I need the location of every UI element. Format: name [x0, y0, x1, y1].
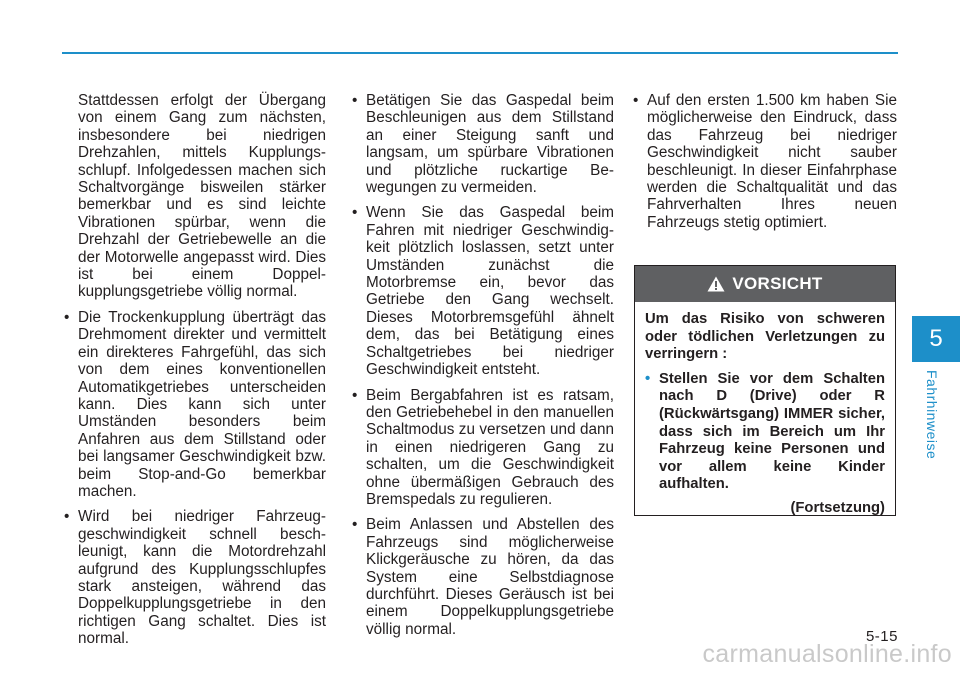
list-item: • Die Trockenkupplung überträgt das Drehmoment direkter und vermittelt ein direkteres Fahrgefühl, das sich von dem eines konventionellen Automatikgetriebes unterscheiden kann. Dies kann sich unter Umständen besonders beim Anfahren aus dem Stillstand oder bei langsamer Geschwindigkeit bzw. beim Stop-and-Go bemerkbar machen. — [64, 309, 326, 500]
text-column-1 — [76, 92, 326, 648]
intro-paragraph: Stattdessen erfolgt der Übergang von einem Gang zum nächsten, insbesondere bei niedrigen Drehzahlen, mittels Kupplungsschlupf. Infolgedessen machen sich Schaltvorgänge bisweilen stärker bemerkbar und es sind leichte Vibrationen spürbar, wenn die Drehzahl der Getriebewelle an die der Motorwelle angepasst wird. Dies ist bei einem Doppelkupplungsgetriebe völlig normal. — [78, 92, 326, 301]
caution-body — [635, 302, 895, 518]
list-item: • Auf den ersten 1.500 km haben Sie möglicherweise den Eindruck, dass das Fahrzeug bei niedriger Geschwindigkeit nicht sauber beschleunigt. In dieser Einfahrphase werden die Schaltqualität und das Fahrverhalten Ihres neuen Fahrzeugs stetig optimiert. — [633, 92, 897, 231]
list-item: • Beim Bergabfahren ist es ratsam, den Getriebehebel in den manuellen Schaltmodus zu versetzen und dann in einen niedrigeren Gang zu schalten, um die Geschwindigkeit ohne übermäßigen Gebrauch des Bremspedals zu regulieren. — [352, 387, 614, 509]
text-column-2 — [352, 92, 614, 638]
caution-box — [634, 265, 896, 516]
text-column-3 — [633, 92, 897, 231]
caution-list-item — [645, 371, 885, 494]
list-item: • Wird bei niedriger Fahrzeuggeschwindigkeit schnell beschleunigt, kann die Motordrehzahl aufgrund des Kupplungsschlupfes stark ansteigen, während das Doppelkupplungsgetriebe in den richtigen Gang schaltet. Dies ist normal. — [64, 508, 326, 647]
list-item: • Wenn Sie das Gaspedal beim Fahren mit niedriger Geschwindigkeit plötzlich loslassen, setzt unter Umständen zunächst die Motorbremse ein, bevor das Getriebe den Gang wechselt. Dieses Motorbremsgefühl ähnelt dem, das bei Betätigung eines Schaltgetriebes bei niedriger Geschwindigkeit entsteht. — [352, 204, 614, 378]
page-number: 5-15 — [865, 628, 898, 645]
list-item: • Betätigen Sie das Gaspedal beim Beschleunigen aus dem Stillstand an einer Steigung sanft und langsam, um spürbare Vibrationen und plötzliche ruckartige Bewegungen zu vermeiden. — [352, 92, 614, 196]
warning-triangle-icon — [707, 276, 725, 292]
continued-note: (Fortsetzung) — [790, 499, 885, 516]
caution-title: VORSICHT — [732, 274, 823, 293]
caution-intro: Um das Risiko von schweren oder tödlichen Verletzungen zu verringern : — [645, 311, 885, 363]
watermark: carmanualsonline.info — [702, 640, 952, 668]
caution-bullet-text: Stellen Sie vor dem Schalten nach D (Drive) oder R (Rückwärtsgang) IMMER sicher, dass sich im Bereich um Ihr Fahrzeug keine Personen und vor allem keine Kinder aufhalten. — [659, 370, 885, 493]
chapter-label: Fahrhinweise — [924, 370, 940, 460]
list-item: • Beim Anlassen und Abstellen des Fahrzeugs sind möglicherweise Klickgeräusche zu hören, da das System eine Selbstdiagnose durchführt. Dieses Geräusch ist bei einem Doppelkupplungsgetriebe völlig normal. — [352, 516, 614, 638]
caution-header — [635, 266, 895, 302]
header-rule — [62, 52, 898, 54]
bullet-dot-icon: • — [645, 370, 651, 387]
chapter-number-tab: 5 — [912, 316, 960, 362]
